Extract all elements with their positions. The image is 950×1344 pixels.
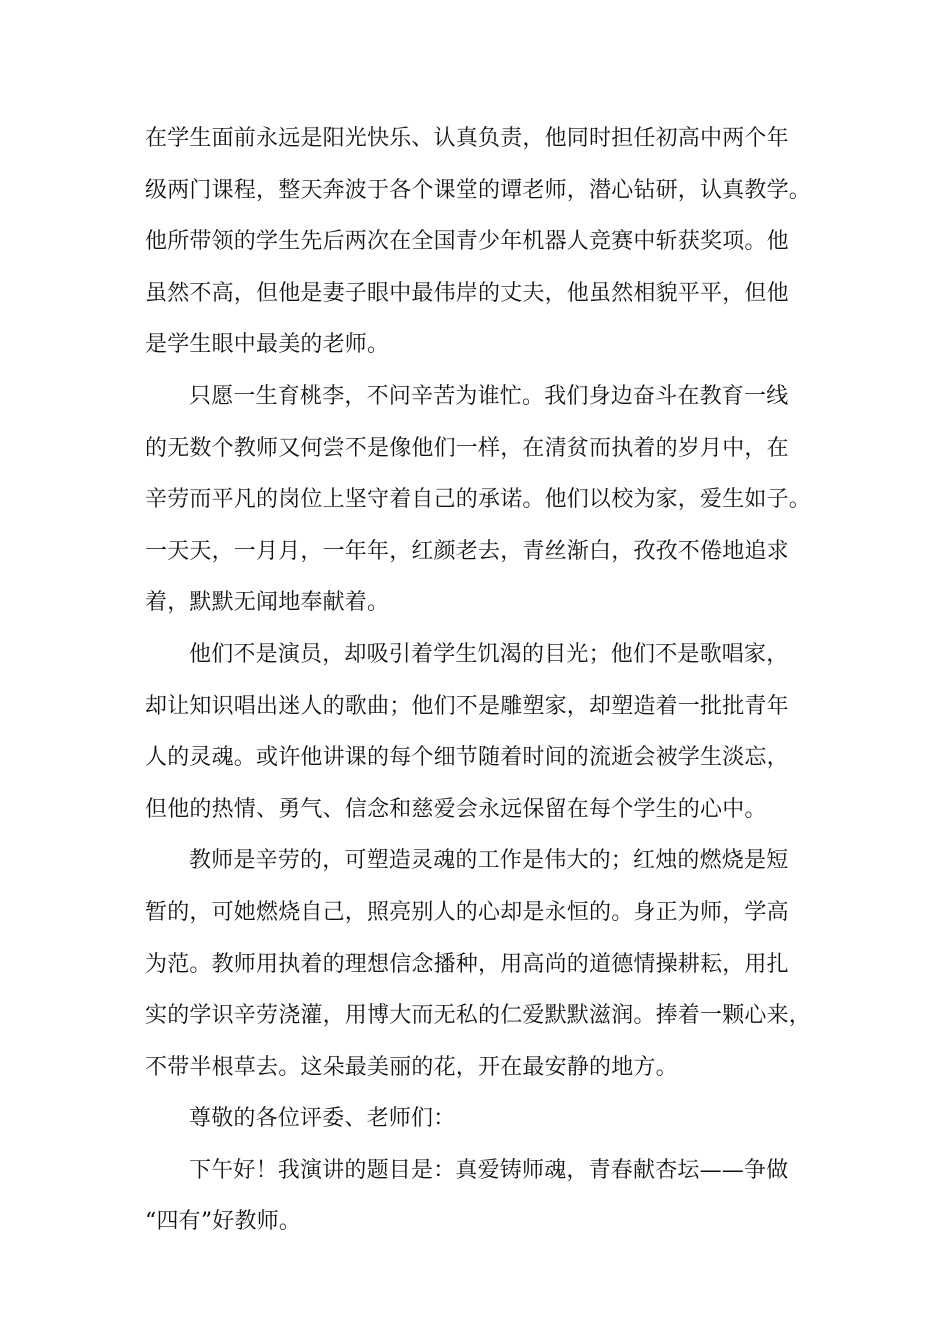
text-line: 他所带领的学生先后两次在全国青少年机器人竞赛中斩获奖项。他 [145, 229, 789, 255]
paragraph-first-line: 只愿一生育桃李，不问辛苦为谁忙。我们身边奋斗在教育一线 [189, 383, 789, 409]
text-line: 一天天，一月月，一年年，红颜老去，青丝渐白，孜孜不倦地追求 [145, 538, 789, 564]
text-line: 虽然不高，但他是妻子眼中最伟岸的丈夫，他虽然相貌平平，但他 [145, 280, 789, 306]
text-line: 人的灵魂。或许他讲课的每个细节随着时间的流逝会被学生淡忘， [145, 745, 789, 771]
text-line: 在学生面前永远是阳光快乐、认真负责，他同时担任初高中两个年 [145, 126, 789, 151]
text-line: 实的学识辛劳浇灌，用博大而无私的仁爱默默滋润。捧着一颗心来， [145, 1003, 812, 1029]
text-line: 的无数个教师又何尝不是像他们一样，在清贫而执着的岁月中，在 [145, 435, 789, 461]
salutation-line: 尊敬的各位评委、老师们： [189, 1106, 456, 1132]
text-line: 暂的，可她燃烧自己，照亮别人的心却是永恒的。身正为师，学高 [145, 899, 789, 925]
text-line: 为范。教师用执着的理想信念播种，用高尚的道德情操耕耘，用扎 [145, 951, 789, 977]
paragraph-first-line: 教师是辛劳的，可塑造灵魂的工作是伟大的；红烛的燃烧是短 [189, 848, 789, 874]
text-line: 着，默默无闻地奉献着。 [145, 590, 390, 616]
text-line: 但他的热情、勇气、信念和慈爱会永远保留在每个学生的心中。 [145, 796, 767, 822]
document-body [145, 113, 835, 1248]
text-line: 级两门课程，整天奔波于各个课堂的谭老师，潜心钻研，认真教学。 [145, 177, 812, 203]
paragraph-first-line: 他们不是演员，却吸引着学生饥渴的目光；他们不是歌唱家， [189, 641, 789, 667]
paragraph-first-line: 下午好！我演讲的题目是：真爱铸师魂，青春献杏坛——争做 [189, 1157, 789, 1183]
text-line: 辛劳而平凡的岗位上坚守着自己的承诺。他们以校为家，爱生如子。 [145, 487, 812, 513]
text-line: 却让知识唱出迷人的歌曲；他们不是雕塑家，却塑造着一批批青年 [145, 693, 789, 719]
text-line: “四有”好教师。 [145, 1209, 302, 1235]
text-line: 不带半根草去。这朵最美丽的花，开在最安静的地方。 [145, 1054, 678, 1080]
text-line: 是学生眼中最美的老师。 [145, 332, 390, 358]
